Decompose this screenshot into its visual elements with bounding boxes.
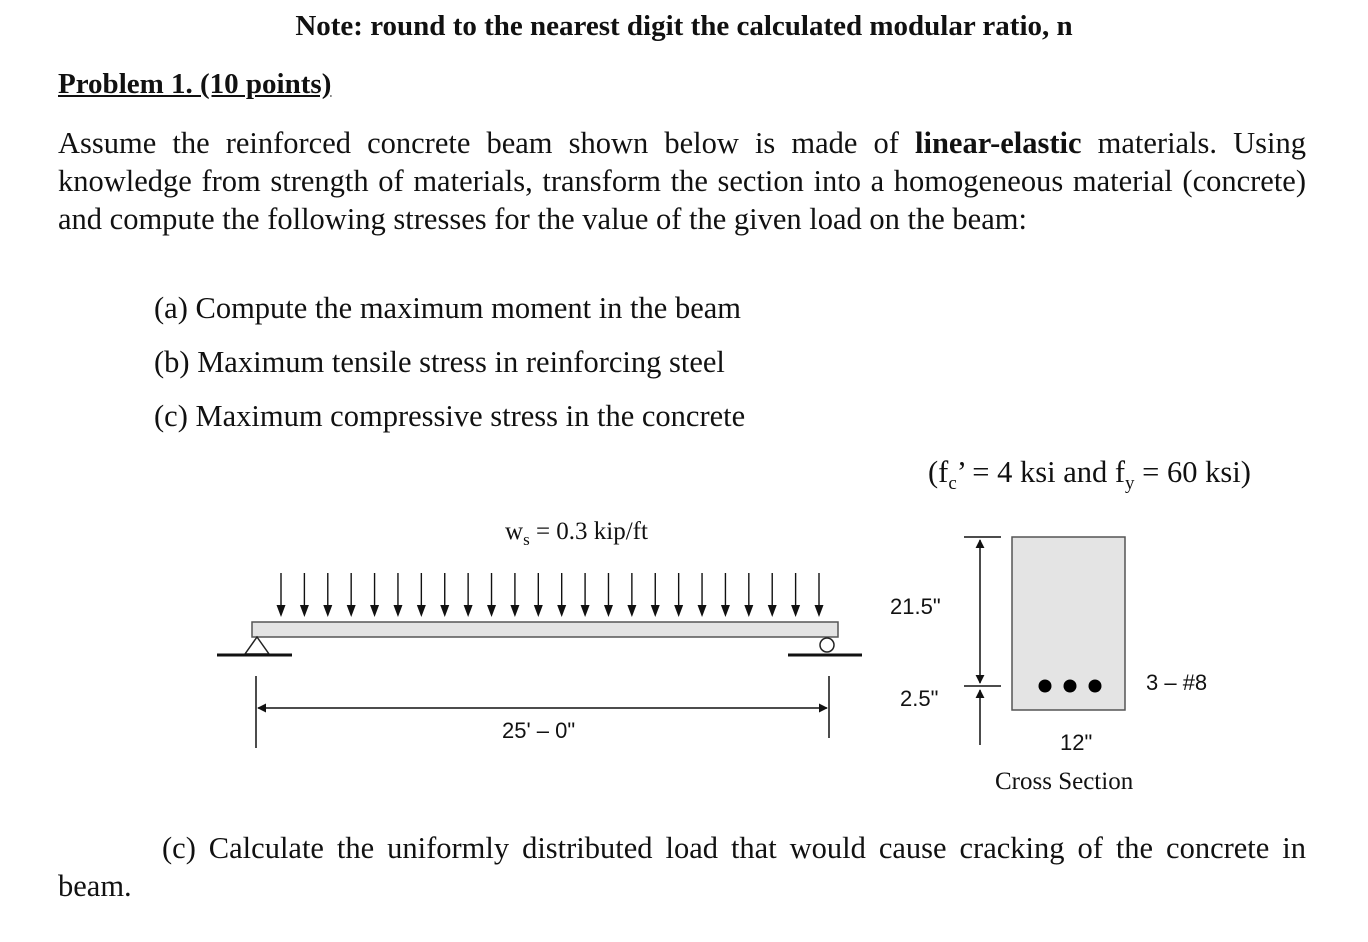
span-label: 25' – 0" bbox=[502, 718, 576, 743]
fy-subscript: y bbox=[1125, 473, 1135, 495]
load-value: = 0.3 kip/ft bbox=[529, 518, 648, 545]
load-arrow-head bbox=[557, 605, 566, 617]
load-arrow-head bbox=[627, 605, 636, 617]
given-open: (f bbox=[928, 455, 949, 489]
load-arrow-head bbox=[393, 605, 402, 617]
load-arrow-head bbox=[370, 605, 379, 617]
load-arrow-head bbox=[300, 605, 309, 617]
given-mid: ’ = 4 ksi and f bbox=[956, 455, 1126, 489]
width-label: 12" bbox=[1060, 730, 1093, 755]
load-arrow-head bbox=[768, 605, 777, 617]
load-arrow-head bbox=[581, 605, 590, 617]
depth-bottom-label: 2.5" bbox=[900, 686, 939, 711]
load-arrow-head bbox=[651, 605, 660, 617]
depth-top-label: 21.5" bbox=[890, 594, 941, 619]
bars-label: 3 – #8 bbox=[1146, 670, 1208, 695]
load-arrow-head bbox=[604, 605, 613, 617]
load-arrow-head bbox=[815, 605, 824, 617]
beam bbox=[252, 622, 838, 637]
load-symbol: w bbox=[505, 518, 524, 545]
distributed-load-label bbox=[505, 518, 648, 550]
part-cracking-load: (c) Calculate the uniformly distributed load that would cause cracking of the concrete in beam. bbox=[58, 831, 1306, 903]
load-subscript: s bbox=[523, 530, 530, 549]
load-arrow-head bbox=[791, 605, 800, 617]
load-arrow-head bbox=[487, 605, 496, 617]
load-arrow-head bbox=[417, 605, 426, 617]
depth-dimension-lines bbox=[964, 537, 1001, 745]
load-arrow-head bbox=[323, 605, 332, 617]
load-arrow-head bbox=[440, 605, 449, 617]
statement-text-1: Assume the reinforced concrete beam shown below is made of bbox=[58, 126, 915, 160]
statement-bold-term: linear-elastic bbox=[915, 126, 1082, 160]
part-c: (c) Maximum compressive stress in the concrete bbox=[154, 399, 746, 433]
part-a: (a) Compute the maximum moment in the beam bbox=[154, 291, 741, 325]
part-b: (b) Maximum tensile stress in reinforcing steel bbox=[154, 345, 725, 379]
problem-title: Problem 1. (10 points) bbox=[58, 68, 332, 100]
pin-support bbox=[217, 637, 292, 655]
fc-subscript: c bbox=[948, 473, 957, 495]
load-arrow-head bbox=[721, 605, 730, 617]
statement-text-2: materials. Using knowledge from strength of materials, transform the section into a homogeneous material (concrete) and compute the following stresses for the value of the given load on the beam: bbox=[58, 126, 1307, 236]
load-arrow-head bbox=[698, 605, 707, 617]
load-arrow-head bbox=[744, 605, 753, 617]
given-end: = 60 ksi) bbox=[1134, 455, 1251, 489]
load-arrow-head bbox=[510, 605, 519, 617]
cross-section-caption: Cross Section bbox=[995, 768, 1134, 795]
roller-support bbox=[788, 638, 862, 655]
load-arrow-head bbox=[464, 605, 473, 617]
load-arrow-head bbox=[534, 605, 543, 617]
distributed-load-arrows bbox=[277, 573, 824, 617]
load-arrow-head bbox=[277, 605, 286, 617]
load-arrow-head bbox=[674, 605, 683, 617]
note-heading: Note: round to the nearest digit the calculated modular ratio, n bbox=[295, 10, 1073, 42]
reinforcing-bars bbox=[1039, 680, 1102, 693]
load-arrow-head bbox=[347, 605, 356, 617]
